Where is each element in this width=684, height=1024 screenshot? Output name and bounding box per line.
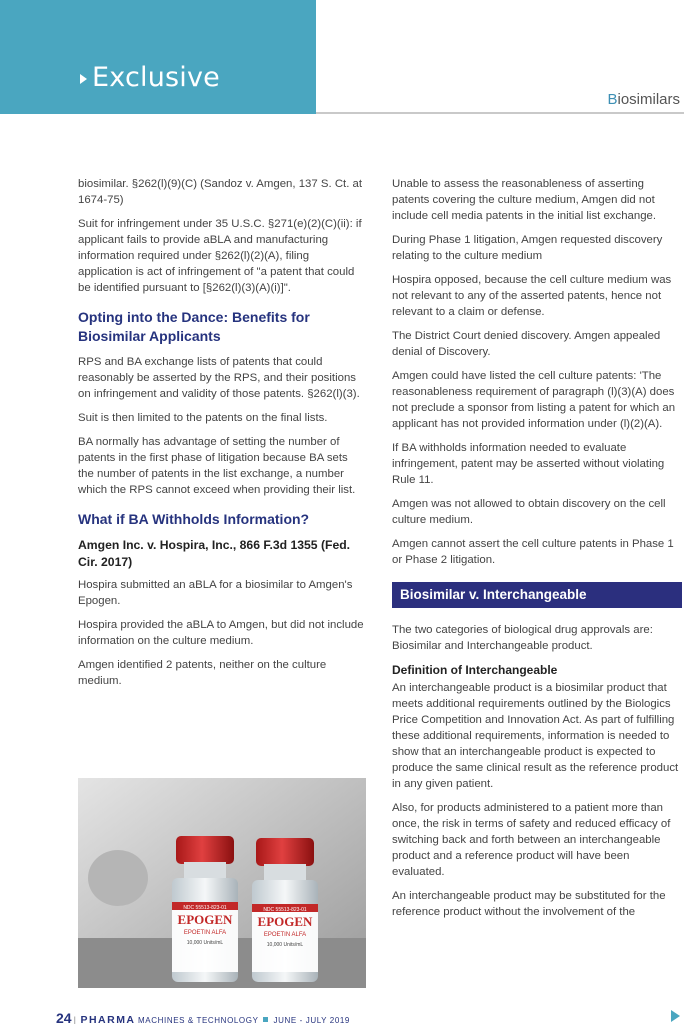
case-citation: Amgen Inc. v. Hospira, Inc., 866 F.3d 1355 (Fed. Cir. 2017) xyxy=(78,538,351,569)
square-bullet-icon xyxy=(263,1017,268,1022)
paragraph: Suit is then limited to the patents on the final lists. xyxy=(78,412,328,424)
paragraph: If BA withholds information needed to evaluate infringement, patent may be asserted without violating Rule 11. xyxy=(392,442,665,486)
vial-cap xyxy=(256,838,314,866)
section-heading: Opting into the Dance: Benefits for Biosimilar Applicants xyxy=(78,309,310,344)
exclusive-banner xyxy=(0,0,316,114)
svg-text:10,000 Units/mL: 10,000 Units/mL xyxy=(266,942,304,948)
paragraph: Amgen identified 2 patents, neither on the culture medium. xyxy=(78,659,327,687)
svg-text:NDC 55513-823-01: NDC 55513-823-01 xyxy=(263,907,307,913)
paragraph: The District Court denied discovery. Amgen appealed denial of Discovery. xyxy=(392,330,661,358)
banner-label: Exclusive xyxy=(92,62,220,93)
paragraph: An interchangeable product is a biosimilar product that meets additional requirements outlined by the Biologics Price Competition and Innovation Act. As part of fulfilling these additional requirements, information is needed to show that an interchangeable product is expected to produce the same clinical result as the reference product in any given patient. xyxy=(392,682,679,790)
paragraph: Hospira provided the aBLA to Amgen, but did not include information on the culture medium. xyxy=(78,619,364,647)
paragraph: Unable to assess the reasonableness of asserting patents covering the culture medium, Amgen did not include cell media patents in the initial list exchange. xyxy=(392,178,657,222)
paragraph: An interchangeable product may be substituted for the reference product without the involvement of the xyxy=(392,890,666,918)
paragraph: BA normally has advantage of setting the number of patents in the first phase of litigation because BA sets the number of patents in the list exchange, a number which the RPS cannot exceed when providing their list. xyxy=(78,436,356,496)
subheading: Definition of Interchangeable xyxy=(392,663,558,677)
svg-text:EPOGEN: EPOGEN xyxy=(177,912,233,927)
page-number: 24 xyxy=(56,1010,72,1024)
svg-text:EPOGEN: EPOGEN xyxy=(257,914,313,929)
paragraph: The two categories of biological drug approvals are: Biosimilar and Interchangeable product. xyxy=(392,624,653,652)
next-page-arrow-icon[interactable] xyxy=(671,1010,680,1022)
svg-text:EPOETIN ALFA: EPOETIN ALFA xyxy=(183,930,227,936)
paragraph: Amgen was not allowed to obtain discovery on the cell culture medium. xyxy=(392,498,666,526)
paragraph: RPS and BA exchange lists of patents that could reasonably be asserted by the RPS, and their positions on infringement and validity of those patents. §262(l)(3). xyxy=(78,356,360,400)
vial-cap xyxy=(176,836,234,864)
svg-text:10,000 Units/mL: 10,000 Units/mL xyxy=(186,940,224,946)
paragraph: Hospira submitted an aBLA for a biosimilar to Amgen's Epogen. xyxy=(78,579,353,607)
svg-text:NDC 55513-823-01: NDC 55513-823-01 xyxy=(183,905,227,911)
paragraph: Amgen could have listed the cell culture patents: 'The reasonableness requirement of paragraph (l)(3)(A) does not preclude a sponsor from listing a patent for which an applicant has not provided information under (l)(2)(A). xyxy=(392,370,676,430)
epogen-vials-photo xyxy=(78,778,366,988)
section-label: Biosimilars xyxy=(607,91,680,108)
section-bar-heading: Biosimilar v. Interchangeable xyxy=(392,582,682,608)
magazine-brand: PHARMA xyxy=(80,1014,136,1024)
paragraph: During Phase 1 litigation, Amgen requested discovery relating to the culture medium xyxy=(392,234,663,262)
svg-text:EPOETIN ALFA: EPOETIN ALFA xyxy=(263,932,307,938)
vials-illustration xyxy=(78,778,366,988)
paragraph: Amgen cannot assert the cell culture patents in Phase 1 or Phase 2 litigation. xyxy=(392,538,674,566)
left-column xyxy=(78,176,366,697)
magazine-brand-rest: MACHINES & TECHNOLOGY xyxy=(138,1016,259,1024)
paragraph: Hospira opposed, because the cell culture medium was not relevant to any of the asserted patents, hence not relevant to a claim or defense. xyxy=(392,274,672,318)
header-divider xyxy=(316,112,684,114)
issue-date: JUNE - JULY 2019 xyxy=(273,1016,350,1024)
paragraph: Also, for products administered to a patient more than once, the risk in terms of safety and reduced efficacy of switching back and forth between an interchangeable product and a reference product will have been evaluated. xyxy=(392,802,671,878)
right-column xyxy=(392,176,682,928)
page-footer: 24 | PHARMA MACHINES & TECHNOLOGY JUNE - JULY 2019 xyxy=(56,1010,350,1024)
paragraph: Suit for infringement under 35 U.S.C. §271(e)(2)(C)(ii): if applicant fails to provide aBLA and manufacturing information required under §262(l)(2)(A), filing application is act of infringement of "a patent that could be identified pursuant to [§262(l)(3)(A)(i)]". xyxy=(78,218,362,294)
section-heading: What if BA Withholds Information? xyxy=(78,511,310,527)
paragraph: biosimilar. §262(l)(9)(C) (Sandoz v. Amgen, 137 S. Ct. at 1674-75) xyxy=(78,178,363,206)
